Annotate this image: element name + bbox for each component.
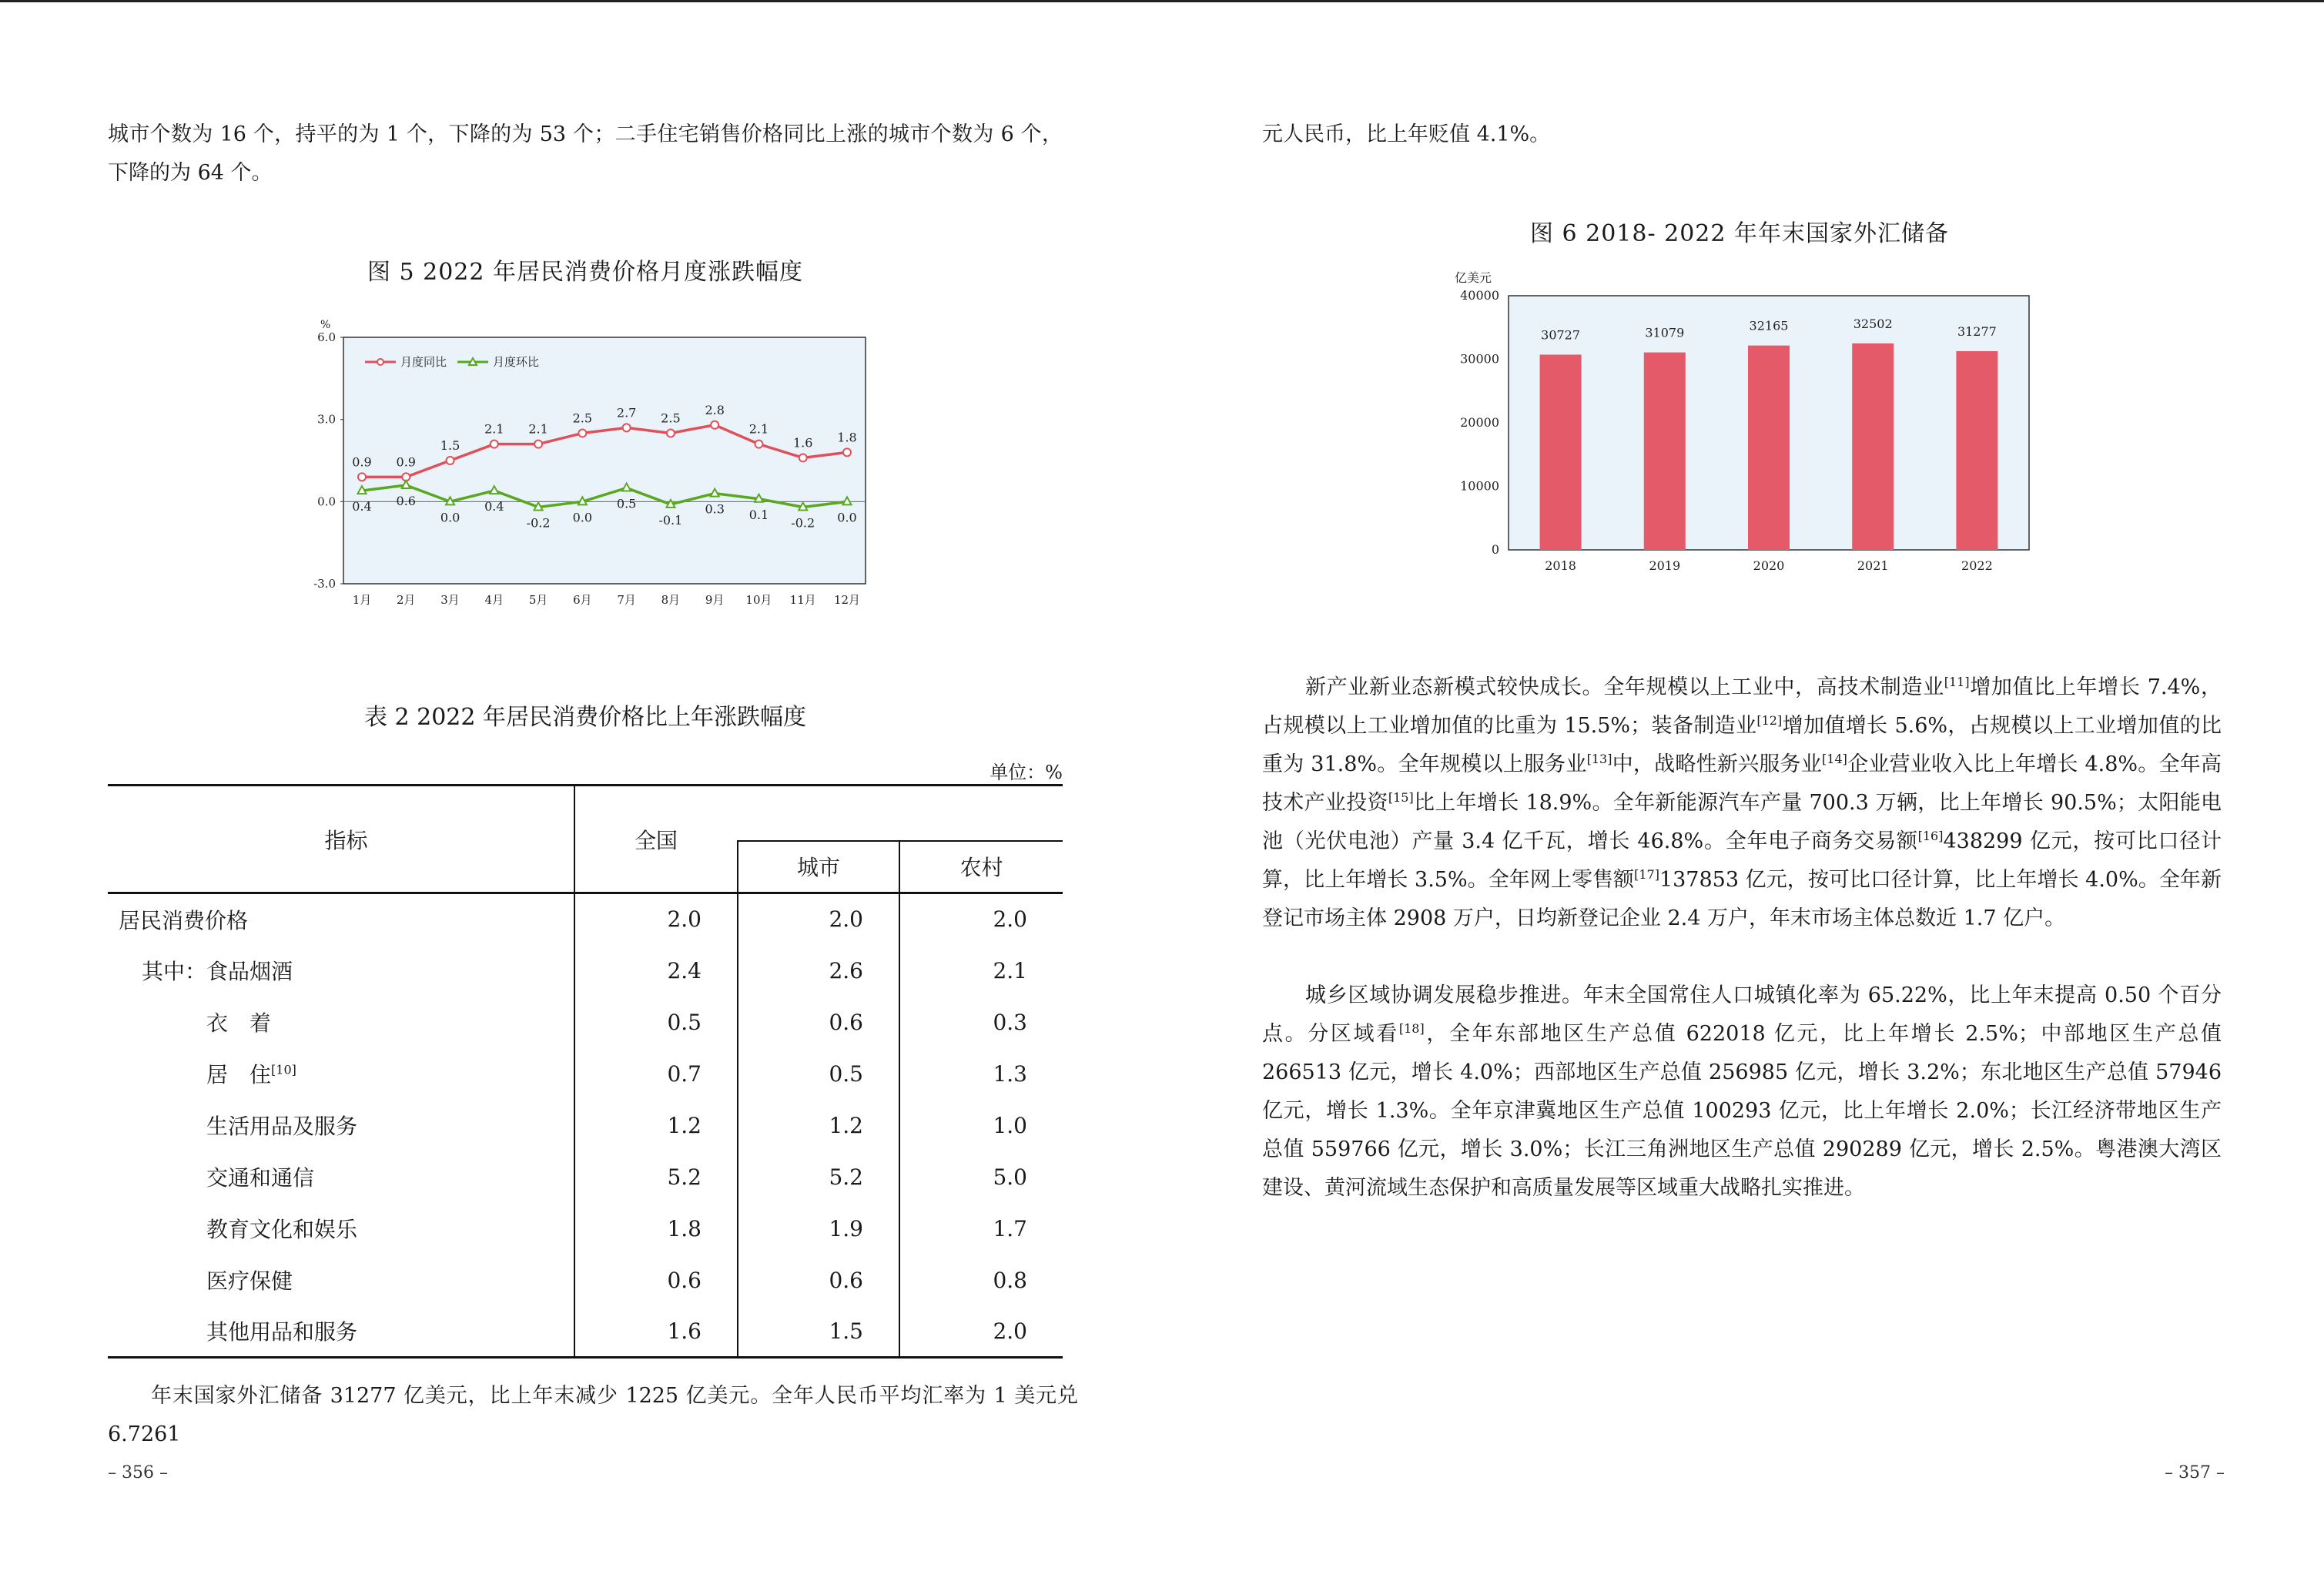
footnote-ref: [18]: [1398, 1021, 1425, 1036]
data-point: [578, 429, 586, 437]
row-indicator: [108, 1048, 574, 1100]
y-tick-label: 10000: [1460, 478, 1499, 494]
footnote-ref: [17]: [1634, 867, 1659, 882]
text-segment: ，全年东部地区生产总值 622018 亿元，比上年增长 2.5%；中部地区生产总值 266513 亿元，增长 4.0%；西部地区生产总值 256985 亿元，增长 3.2%；东北地区生产总值 57946 亿元，增长 1.3%。全年京津冀地区生产总值 100293 亿元，比上年增长 2.0%；长江经济带地区生产总值 559766 亿元，增长 3.0%；长江三角洲地区生产总值 290289 亿元，增长 2.5%。粤港澳大湾区建设、黄河流域生态保护和高质量发展等区域重大战略扎实推进。: [1262, 1022, 2222, 1200]
bar-2020: [1748, 346, 1790, 550]
data-label: 0.5: [616, 496, 637, 511]
x-tick-label: 12月: [833, 593, 861, 607]
paragraph-forex: 年末国家外汇储备 31277 亿美元，比上年末减少 1225 亿美元。全年人民币平均汇率为 1 美元兑 6.7261: [108, 1384, 1078, 1446]
data-label: 0.1: [748, 507, 769, 522]
bar-2019: [1644, 353, 1686, 550]
legend-label: 月度环比: [493, 355, 540, 369]
cell-national: 1.2: [574, 1100, 738, 1151]
data-label: 0.9: [396, 454, 416, 470]
y-tick-label: 0: [1491, 542, 1499, 557]
x-tick-label: 7月: [617, 593, 636, 607]
cell-rural: 2.1: [899, 945, 1063, 997]
data-point: [358, 473, 366, 481]
table-row: [108, 945, 1063, 997]
data-point: [711, 421, 718, 429]
x-tick-label: 1月: [352, 593, 372, 607]
data-point: [623, 424, 631, 431]
cell-rural: 1.0: [899, 1100, 1063, 1151]
row-indicator-text: 衣 着: [206, 1010, 272, 1036]
figure-5-title: 图 5 2022 年居民消费价格月度涨跌幅度: [367, 259, 804, 286]
data-label: 0.4: [484, 499, 504, 514]
data-label: 1.8: [837, 430, 857, 445]
paragraph-housing-prices: 城市个数为 16 个，持平的为 1 个，下降的为 53 个；二手住宅销售价格同比上涨的城市个数为 6 个，下降的为 64 个。: [108, 122, 1063, 185]
paragraph-exchange-rate: 元人民币，比上年贬值 4.1%。: [1262, 122, 1551, 146]
data-point: [667, 429, 675, 437]
data-point: [843, 448, 851, 456]
table-row: [108, 1151, 1063, 1203]
table-row: [108, 1306, 1063, 1358]
data-label: 0.4: [352, 499, 372, 514]
y-tick-label: 30000: [1460, 351, 1499, 367]
data-label: 2.1: [528, 421, 548, 437]
data-label: 0.3: [705, 501, 725, 517]
row-indicator: [108, 1203, 574, 1255]
plot-area: [343, 337, 866, 584]
figure-6-bar-chart: [1432, 266, 2048, 575]
data-label: 2.5: [572, 410, 593, 426]
table-2-title: 表 2 2022 年居民消费价格比上年涨跌幅度: [363, 704, 807, 731]
table-row: [108, 997, 1063, 1048]
cell-national: 2.4: [574, 945, 738, 997]
data-label: 2.5: [661, 410, 681, 426]
x-tick-label: 2021: [1857, 558, 1889, 573]
data-label: -0.2: [526, 515, 551, 531]
y-tick-label: -3.0: [313, 577, 336, 591]
cell-urban: 5.2: [738, 1151, 899, 1203]
data-label: 1.5: [440, 438, 460, 453]
header-national: 全国: [574, 786, 738, 893]
x-tick-label: 6月: [573, 593, 592, 607]
row-indicator-text: 居民消费价格: [119, 907, 249, 933]
row-indicator: [108, 893, 574, 945]
cell-national: 2.0: [574, 893, 738, 945]
legend-marker: [377, 359, 383, 365]
figure-6-title: 图 6 2018- 2022 年年末国家外汇储备: [1529, 220, 1950, 247]
row-indicator: [108, 1255, 574, 1306]
text-segment: 中，战略性新兴服务业: [1612, 752, 1823, 776]
paragraph-new-industries: [1262, 668, 2222, 938]
legend-label: 月度同比: [400, 355, 447, 369]
header-spacer: [738, 786, 1063, 841]
data-label: 0.0: [440, 510, 460, 525]
row-indicator: [108, 1151, 574, 1203]
cell-national: 1.8: [574, 1203, 738, 1255]
x-tick-label: 10月: [745, 593, 772, 607]
table-row: [108, 1255, 1063, 1306]
footnote-ref: [13]: [1586, 752, 1612, 766]
table-row: [108, 1203, 1063, 1255]
text-segment: 137853 亿元，按可比口径计算，比上年增长 4.0%。全年新登记市场主体 2908 万户，日均新登记企业 2.4 万户，年末市场主体总数近 1.7 亿户。: [1262, 868, 2222, 930]
footnote-ref: [15]: [1388, 790, 1414, 805]
y-tick-label: 40000: [1460, 288, 1499, 303]
y-tick-label: 20000: [1460, 415, 1499, 430]
data-label: 31277: [1957, 323, 1997, 339]
text-segment: 比上年增长 18.9%。全年新能源汽车产量 700.3 万辆，比上年增长 90.5%；太阳能电池（光伏电池）产量 3.4 亿千瓦，增长 46.8%。全年电子商务交易额: [1262, 791, 2222, 853]
footnote-ref: [11]: [1944, 675, 1970, 689]
x-tick-label: 2019: [1649, 558, 1681, 573]
x-tick-label: 11月: [789, 593, 816, 607]
page-number-left: – 356 –: [108, 1463, 168, 1482]
bar-2021: [1852, 343, 1894, 550]
cell-urban: 0.6: [738, 1255, 899, 1306]
header-urban: 城市: [738, 841, 899, 893]
table-row: [108, 893, 1063, 945]
cell-urban: 1.9: [738, 1203, 899, 1255]
cell-national: 0.6: [574, 1255, 738, 1306]
data-label: 0.0: [837, 510, 857, 525]
data-label: 32502: [1853, 316, 1893, 331]
bar-2018: [1540, 355, 1582, 550]
data-point: [447, 457, 454, 464]
row-indicator-text: 医疗保健: [206, 1268, 293, 1294]
header-rural: 农村: [899, 841, 1063, 893]
table-unit: 单位：%: [990, 762, 1063, 783]
cell-rural: 0.3: [899, 997, 1063, 1048]
data-point: [534, 441, 542, 448]
data-label: 0.9: [352, 454, 372, 470]
x-tick-label: 3月: [440, 593, 460, 607]
header-indicator: 指标: [108, 786, 574, 893]
row-indicator-text: 其中：食品烟酒: [142, 959, 293, 984]
text-segment: 增加值比上年增长 7.4%，占规模以上工业增加值的比重为 15.5%；装备制造业: [1262, 675, 2222, 738]
row-indicator-text: 其他用品和服务: [206, 1319, 358, 1345]
cell-national: 1.6: [574, 1306, 738, 1358]
x-tick-label: 2018: [1545, 558, 1576, 573]
cell-rural: 5.0: [899, 1151, 1063, 1203]
cell-urban: 0.5: [738, 1048, 899, 1100]
cell-urban: 2.6: [738, 945, 899, 997]
text-segment: 438299 亿元，按可比口径计算，比上年增长 3.5%。全年网上零售额: [1262, 829, 2222, 892]
data-label: 0.6: [396, 494, 416, 508]
row-indicator-text: 生活用品及服务: [206, 1114, 358, 1139]
cpi-table: [108, 784, 1063, 1359]
data-label: 30727: [1541, 327, 1581, 343]
cell-national: 5.2: [574, 1151, 738, 1203]
right-page: [1162, 0, 2324, 1588]
data-label: 0.0: [572, 510, 593, 525]
bar-2022: [1956, 351, 1998, 550]
x-tick-label: 5月: [528, 593, 548, 607]
row-indicator: [108, 1100, 574, 1151]
row-indicator-text: 教育文化和娱乐: [206, 1217, 358, 1242]
cell-rural: 2.0: [899, 893, 1063, 945]
page-number-right: – 357 –: [2165, 1463, 2225, 1482]
data-label: -0.1: [658, 512, 683, 528]
y-axis-unit: 亿美元: [1455, 270, 1492, 285]
text-segment: 城乡区域协调发展稳步推进。年末全国常住人口城镇化率为 65.22%，比上年末提高 0.50 个百分点。分区域看: [1262, 983, 2222, 1046]
x-tick-label: 2022: [1961, 558, 1993, 573]
cell-urban: 1.5: [738, 1306, 899, 1358]
x-tick-label: 2020: [1753, 558, 1785, 573]
footnote-ref: [10]: [271, 1062, 296, 1077]
cell-rural: 0.8: [899, 1255, 1063, 1306]
data-label: 2.8: [705, 402, 725, 417]
cell-urban: 2.0: [738, 893, 899, 945]
x-tick-label: 4月: [484, 593, 504, 607]
row-indicator: [108, 1306, 574, 1358]
footnote-ref: [16]: [1917, 829, 1944, 843]
data-label: 32165: [1749, 318, 1789, 333]
cell-urban: 1.2: [738, 1100, 899, 1151]
text-segment: 增加值增长 5.6%，占规模以上工业增加值的比重为 31.8%。全年规模以上服务业: [1262, 714, 2222, 776]
footnote-ref: [12]: [1756, 713, 1783, 728]
x-tick-label: 2月: [396, 593, 416, 607]
cell-urban: 0.6: [738, 997, 899, 1048]
y-tick-label: 0.0: [317, 494, 336, 509]
figure-5-line-chart: [293, 305, 878, 613]
data-label: 1.6: [793, 435, 813, 451]
data-point: [799, 454, 807, 461]
text-segment: 企业营业收入比上年增长 4.8%。全年高技术产业投资: [1262, 752, 2222, 815]
y-tick-label: 3.0: [317, 412, 336, 427]
data-point: [755, 441, 762, 448]
cell-national: 0.7: [574, 1048, 738, 1100]
data-label: -0.2: [791, 515, 815, 531]
row-indicator-text: 交通和通信: [206, 1165, 315, 1191]
row-indicator-text: 居 住: [206, 1062, 272, 1087]
row-indicator: [108, 945, 574, 997]
data-point: [491, 441, 498, 448]
y-axis-unit: %: [320, 319, 331, 331]
data-label: 2.1: [748, 421, 769, 437]
x-tick-label: 9月: [705, 593, 725, 607]
text-segment: 新产业新业态新模式较快成长。全年规模以上工业中，高技术制造业: [1305, 675, 1944, 699]
cell-rural: 2.0: [899, 1306, 1063, 1358]
cell-rural: 1.7: [899, 1203, 1063, 1255]
table-row: [108, 1100, 1063, 1151]
x-tick-label: 8月: [661, 593, 681, 607]
cell-national: 0.5: [574, 997, 738, 1048]
footnote-ref: [14]: [1822, 752, 1847, 766]
table-row: [108, 1048, 1063, 1100]
row-indicator: [108, 997, 574, 1048]
data-label: 2.7: [616, 405, 637, 420]
data-label: 2.1: [484, 421, 504, 437]
paragraph-regional-development: [1262, 977, 2222, 1208]
data-label: 31079: [1645, 325, 1685, 340]
y-tick-label: 6.0: [317, 330, 336, 344]
cell-rural: 1.3: [899, 1048, 1063, 1100]
